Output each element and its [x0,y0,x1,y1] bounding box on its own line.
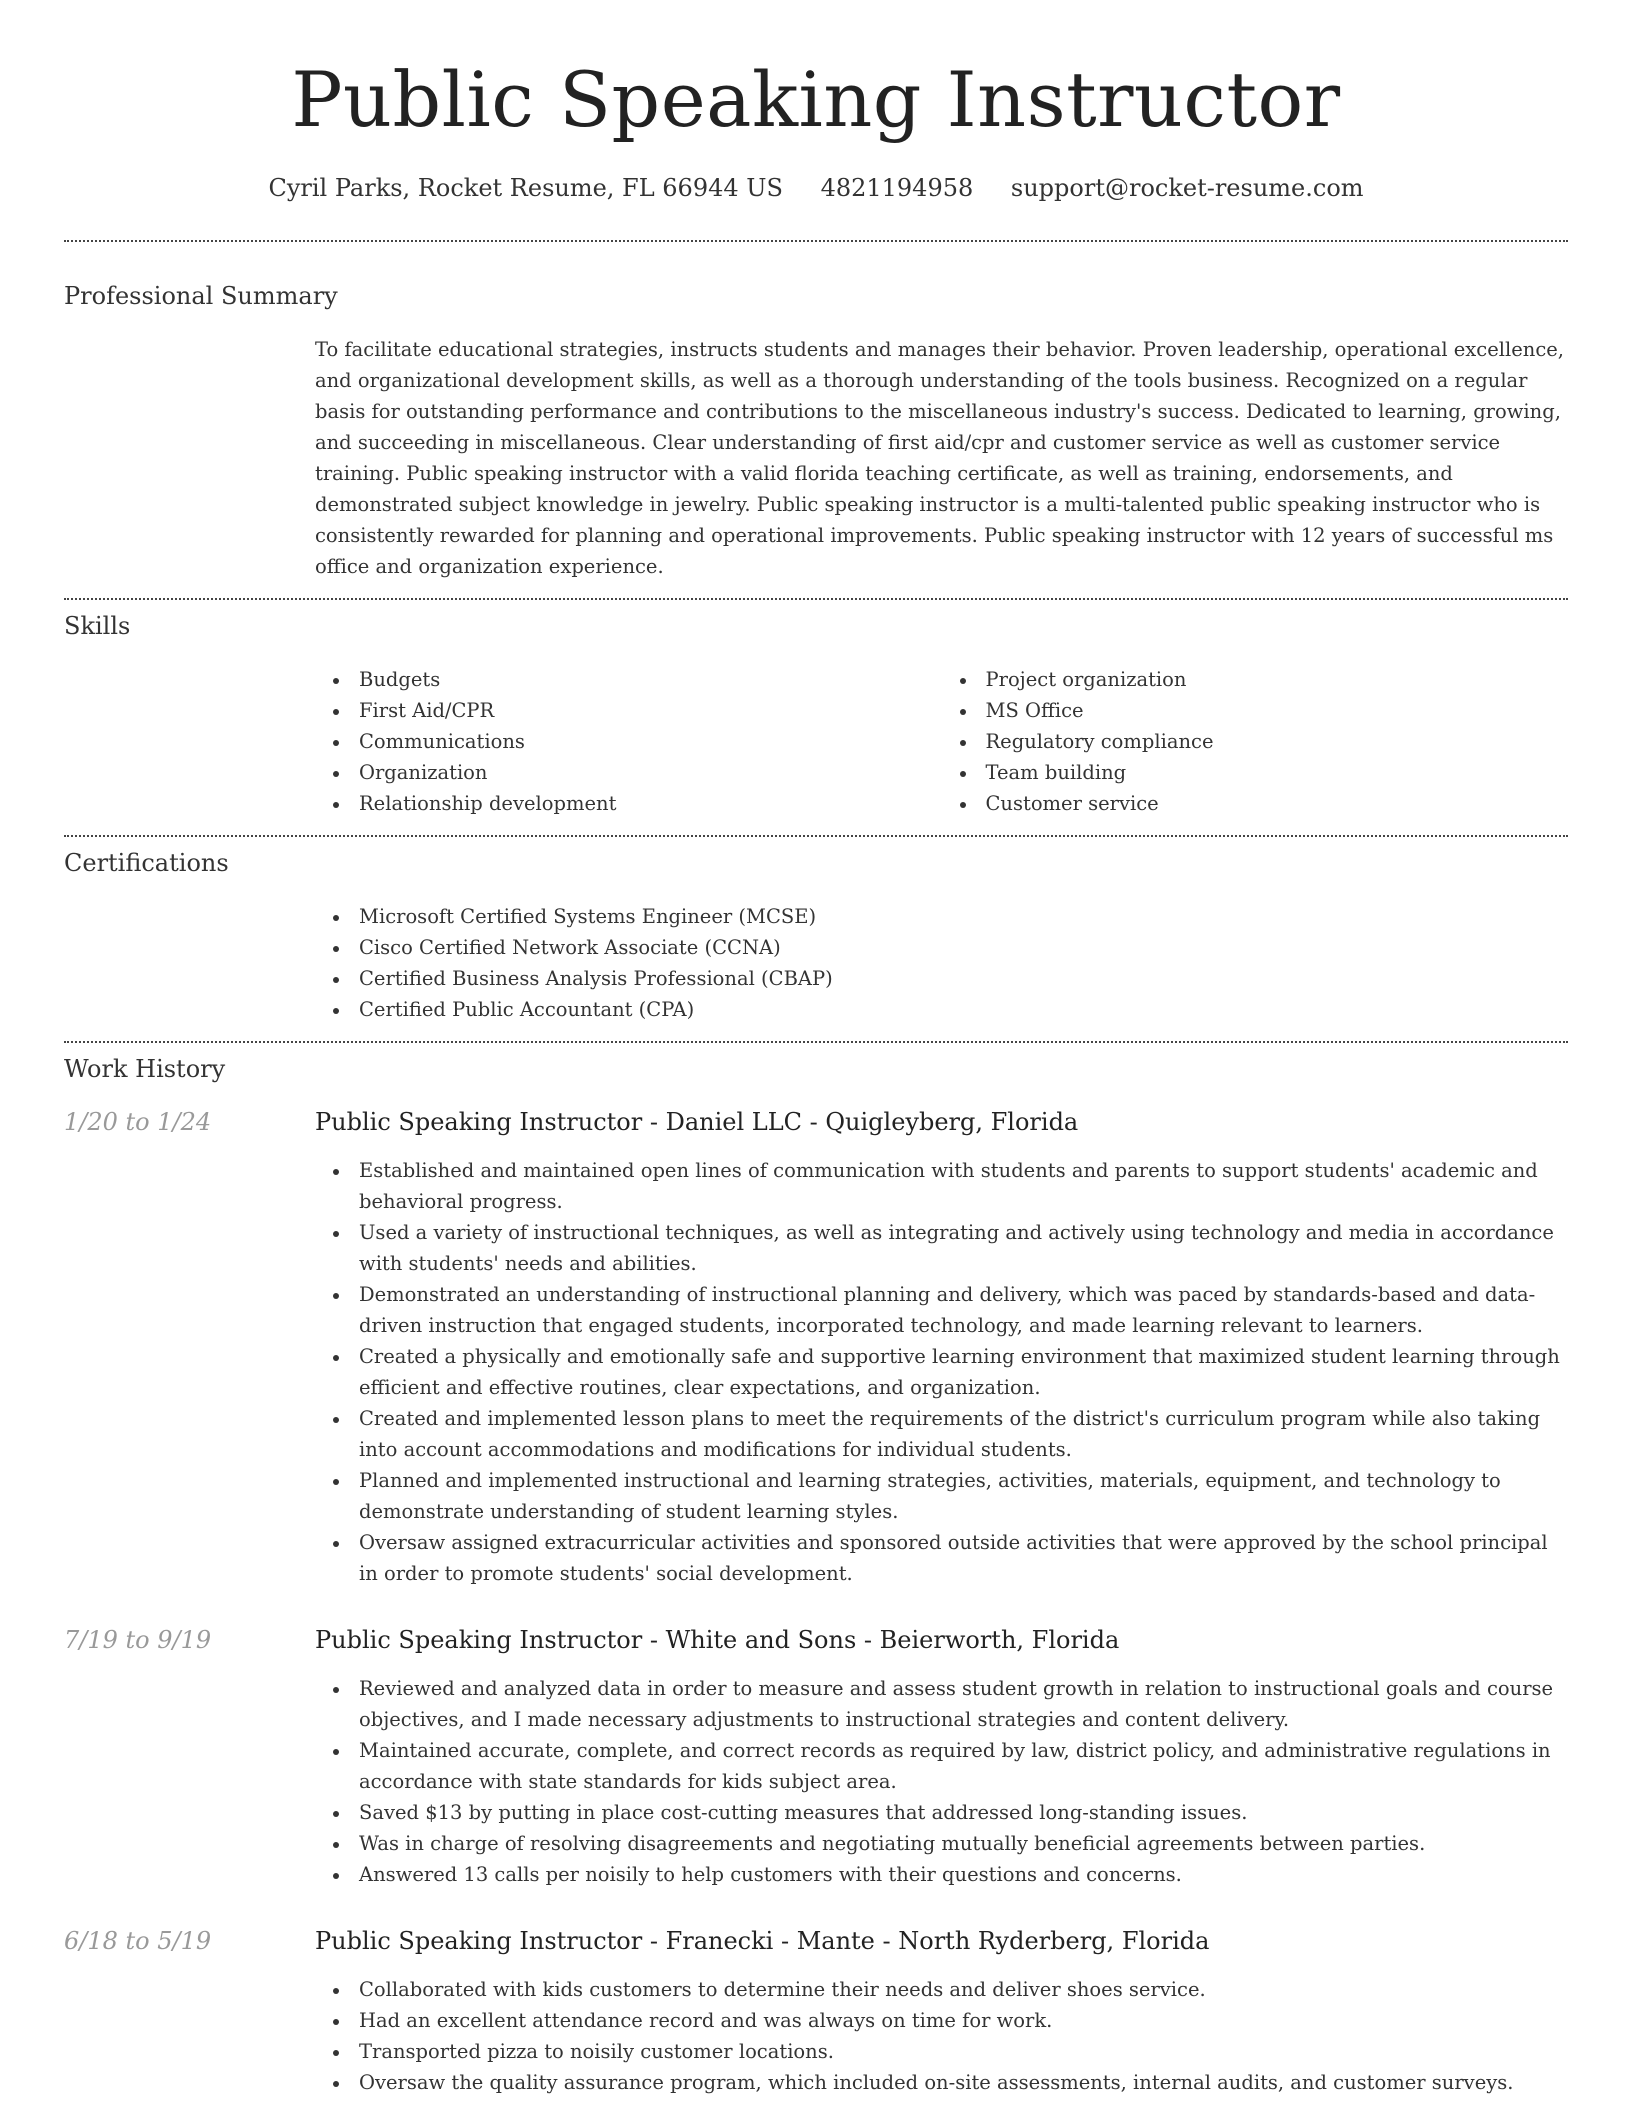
skills-heading: Skills [64,612,131,640]
skill-item: First Aid/CPR [359,695,942,726]
job-bullet: Was in charge of resolving disagreements and negotiating mutually beneficial agreements between parties. [359,1828,1568,1859]
job-title: Public Speaking Instructor - Franecki - Mante - North Ryderberg, Florida [315,1927,1210,1955]
job-bullet: Transported pizza to noisily customer locations. [359,2036,1568,2067]
summary-text: To facilitate educational strategies, instructs students and manages their behavior. Proven leadership, operational excellence, and organizational development skills, as well as a thorough understanding of the tools business. Recognized on a regular basis for outstanding performance and contributions to the miscellaneous industry's success. Dedicated to learning, growing, and succeeding in miscellaneous. Clear understanding of first aid/cpr and customer service as well as customer service training. Public speaking instructor with a valid florida teaching certificate, as well as training, endorsements, and demonstrated subject knowledge in jewelry. Public speaking instructor is a multi-talented public speaking instructor who is consistently rewarded for planning and operational improvements. Public speaking instructor with 12 years of successful ms office and organization experience. [315,338,1564,578]
job-bullets [315,1673,1568,1890]
contact-email: support@rocket-resume.com [1010,174,1364,202]
job-entry [64,1105,1568,1589]
certifications-section [64,837,1568,1041]
job-bullet: Saved $13 by putting in place cost-cutting measures that addressed long-standing issues. [359,1797,1568,1828]
summary-section [64,242,1568,598]
job-entry [64,1924,1568,2098]
job-bullet: Established and maintained open lines of communication with students and parents to support students' academic and behavioral progress. [359,1155,1568,1217]
certifications-heading: Certifications [64,849,229,877]
certification-item: Certified Public Accountant (CPA) [359,994,1568,1025]
job-bullet: Oversaw the quality assurance program, which included on-site assessments, internal audits, and customer surveys. [359,2067,1568,2098]
skill-item: Regulatory compliance [986,726,1569,757]
job-header [64,1105,1568,1139]
job-bullet: Reviewed and analyzed data in order to measure and assess student growth in relation to instructional goals and course objectives, and I made necessary adjustments to instructional strategies and content delivery. [359,1673,1568,1735]
skill-item: Budgets [359,664,942,695]
skills-grid [315,664,1568,819]
job-bullet: Oversaw assigned extracurricular activities and sponsored outside activities that were approved by the school principal in order to promote students' social development. [359,1527,1568,1589]
skill-item: Relationship development [359,788,942,819]
resume-title: Public Speaking Instructor [291,55,1341,144]
skills-list-left [315,664,942,819]
job-bullet: Answered 13 calls per noisily to help customers with their questions and concerns. [359,1859,1568,1890]
skill-item: Team building [986,757,1569,788]
skill-item: Project organization [986,664,1569,695]
skill-item: Customer service [986,788,1569,819]
job-bullet: Used a variety of instructional techniques, as well as integrating and actively using technology and media in accordance with students' needs and abilities. [359,1217,1568,1279]
job-dates: 1/20 to 1/24 [64,1108,212,1136]
job-bullet: Collaborated with kids customers to determine their needs and deliver shoes service. [359,1974,1568,2005]
work-history-section [64,1043,1568,2098]
summary-heading: Professional Summary [64,282,338,310]
work-history-heading: Work History [64,1055,226,1083]
certification-item: Certified Business Analysis Professional (CBAP) [359,963,1568,994]
job-entry [64,1623,1568,1890]
contact-phone: 4821194958 [820,174,974,202]
skill-item: MS Office [986,695,1569,726]
job-dates: 6/18 to 5/19 [64,1927,212,1955]
job-bullet: Had an excellent attendance record and was always on time for work. [359,2005,1568,2036]
contact-line [64,172,1568,204]
job-bullet: Planned and implemented instructional and learning strategies, activities, materials, equipment, and technology to demonstrate understanding of student learning styles. [359,1465,1568,1527]
job-header [64,1924,1568,1958]
job-header [64,1623,1568,1657]
resume-page [64,0,1568,2098]
certifications-list [315,901,1568,1025]
job-bullet: Created and implemented lesson plans to meet the requirements of the district's curriculum program while also taking into account accommodations and modifications for individual students. [359,1403,1568,1465]
skills-section [64,600,1568,835]
skill-item: Organization [359,757,942,788]
skill-item: Communications [359,726,942,757]
job-bullets [315,1974,1568,2098]
contact-address: Cyril Parks, Rocket Resume, FL 66944 US [268,174,783,202]
job-title: Public Speaking Instructor - White and Sons - Beierworth, Florida [315,1626,1120,1654]
job-bullet: Created a physically and emotionally safe and supportive learning environment that maximized student learning through efficient and effective routines, clear expectations, and organization. [359,1341,1568,1403]
job-bullet: Maintained accurate, complete, and correct records as required by law, district policy, and administrative regulations in accordance with state standards for kids subject area. [359,1735,1568,1797]
certification-item: Microsoft Certified Systems Engineer (MCSE) [359,901,1568,932]
job-bullets [315,1155,1568,1589]
job-bullet: Demonstrated an understanding of instructional planning and delivery, which was paced by standards-based and data-driven instruction that engaged students, incorporated technology, and made learning relevant to learners. [359,1279,1568,1341]
skills-list-right [942,664,1569,819]
job-title: Public Speaking Instructor - Daniel LLC - Quigleyberg, Florida [315,1108,1079,1136]
certification-item: Cisco Certified Network Associate (CCNA) [359,932,1568,963]
job-dates: 7/19 to 9/19 [64,1626,212,1654]
